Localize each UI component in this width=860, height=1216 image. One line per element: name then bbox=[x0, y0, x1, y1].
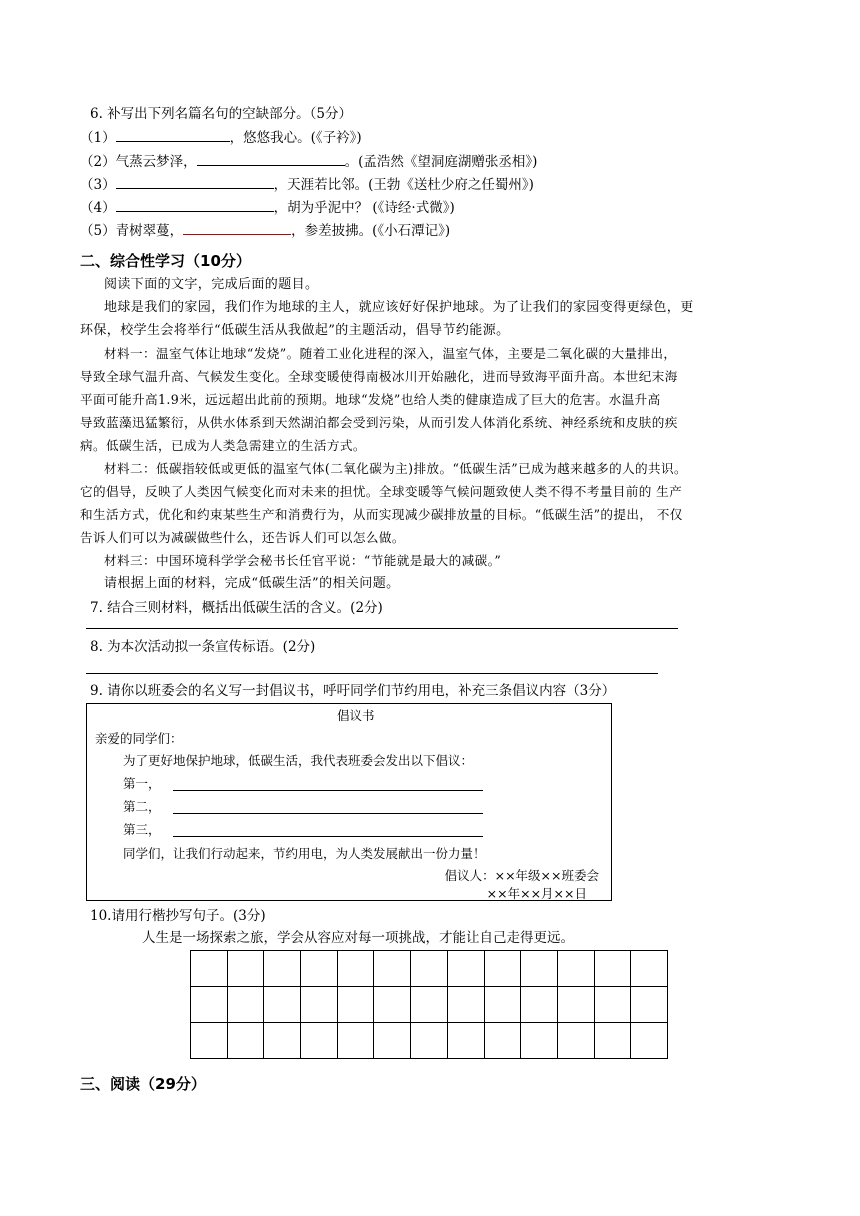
material-1-line: 病。低碳生活，已成为人类急需建立的生活方式。 bbox=[80, 438, 366, 453]
grid-cell[interactable] bbox=[337, 1023, 374, 1059]
grid-cell[interactable] bbox=[264, 987, 301, 1023]
grid-cell[interactable] bbox=[337, 951, 374, 987]
letter-greeting: 亲爱的同学们： bbox=[95, 731, 183, 746]
grid-cell[interactable] bbox=[301, 951, 338, 987]
section2-intro: 阅读下面的文字，完成后面的题目。 bbox=[104, 277, 319, 292]
grid-cell[interactable] bbox=[227, 951, 264, 987]
material-2-line: 和生活方式，优化和约束某些生产和消费行为，从而实现减少碳排放量的目标。“低碳生活”的提出， 不仅 bbox=[80, 507, 683, 522]
grid-cell[interactable] bbox=[374, 951, 411, 987]
grid-cell[interactable] bbox=[521, 951, 558, 987]
material-2-line: 材料二：低碳指较低或更低的温室气体(二氧化碳为主)排放。“低碳生活”已成为越来越多的人的共识。 bbox=[104, 461, 688, 476]
section2-heading: 二、综合性学习（10分） bbox=[80, 252, 251, 270]
material-1-line: 平面可能升高1.9米，远远超出此前的预期。地球“发烧”也给人类的健康造成了巨大的危害。水温升高 bbox=[80, 392, 661, 407]
material-2-line: 它的倡导，反映了人类因气候变化而对未来的担忧。全球变暖等气候问题致使人类不得不考量目前的 生产 bbox=[80, 484, 683, 499]
grid-cell[interactable] bbox=[557, 951, 594, 987]
q6-item-1: （1） ，悠悠我心。(《子衿》) bbox=[80, 127, 362, 148]
grid-cell[interactable] bbox=[301, 1023, 338, 1059]
paragraph-line: 地球是我们的家园，我们作为地球的主人，就应该好好保护地球。为了让我们的家园变得更绿色，更 bbox=[104, 300, 694, 315]
answer-blank[interactable] bbox=[116, 174, 274, 189]
q6-item-2: （2）气蒸云梦泽， 。(孟浩然《望洞庭湖赠张丞相》) bbox=[80, 151, 537, 172]
q7-answer-line[interactable] bbox=[86, 628, 678, 629]
letter-item-1-line[interactable] bbox=[173, 790, 483, 791]
grid-cell[interactable] bbox=[447, 951, 484, 987]
grid-cell[interactable] bbox=[631, 987, 668, 1023]
grid-cell[interactable] bbox=[264, 1023, 301, 1059]
grid-cell[interactable] bbox=[594, 951, 631, 987]
grid-cell[interactable] bbox=[631, 1023, 668, 1059]
grid-cell[interactable] bbox=[411, 987, 448, 1023]
grid-cell[interactable] bbox=[411, 951, 448, 987]
section3-heading: 三、阅读（29分） bbox=[80, 1075, 206, 1093]
q8-prompt: 8. 为本次活动拟一条宣传标语。(2分) bbox=[90, 639, 316, 655]
grid-cell[interactable] bbox=[301, 987, 338, 1023]
q8-answer-line[interactable] bbox=[86, 673, 658, 674]
letter-closing: 同学们，让我们行动起来，节约用电，为人类发展献出一份力量！ bbox=[123, 846, 486, 861]
grid-cell[interactable] bbox=[594, 987, 631, 1023]
answer-blank[interactable] bbox=[197, 151, 345, 166]
grid-row bbox=[191, 951, 668, 987]
q6-title: 6. 补写出下列名篇名句的空缺部分。（5分） bbox=[90, 106, 353, 122]
grid-cell[interactable] bbox=[191, 987, 228, 1023]
material-3: 材料三：中国环境科学学会秘书长任官平说：“节能就是最大的减碳。” bbox=[104, 553, 502, 568]
grid-cell[interactable] bbox=[227, 987, 264, 1023]
grid-cell[interactable] bbox=[484, 951, 521, 987]
grid-cell[interactable] bbox=[631, 951, 668, 987]
letter-item-3-line[interactable] bbox=[173, 836, 483, 837]
grid-cell[interactable] bbox=[374, 1023, 411, 1059]
q10-prompt: 10.请用行楷抄写句子。(3分) bbox=[90, 908, 266, 924]
grid-cell[interactable] bbox=[447, 987, 484, 1023]
grid-cell[interactable] bbox=[594, 1023, 631, 1059]
letter-date: ××年××月××日 bbox=[486, 886, 587, 901]
letter-item-3: 第三， bbox=[123, 822, 161, 837]
q10-sentence: 人生是一场探索之旅，学会从容应对每一项挑战，才能让自己走得更远。 bbox=[142, 930, 574, 946]
q7-prompt: 7. 结合三则材料，概括出低碳生活的含义。(2分) bbox=[90, 600, 383, 616]
grid-cell[interactable] bbox=[447, 1023, 484, 1059]
letter-item-2: 第二， bbox=[123, 799, 161, 814]
q6-item-5: （5）青树翠蔓， ，参差披拂。(《小石潭记》) bbox=[80, 220, 450, 241]
letter-item-1: 第一， bbox=[123, 776, 161, 791]
grid-cell[interactable] bbox=[337, 987, 374, 1023]
letter-signer: 倡议人：××年级××班委会 bbox=[444, 868, 599, 883]
grid-cell[interactable] bbox=[521, 1023, 558, 1059]
paragraph-line: 环保，校学生会将举行“低碳生活从我做起”的主题活动，倡导节约能源。 bbox=[80, 323, 510, 338]
grid-cell[interactable] bbox=[557, 1023, 594, 1059]
q6-item-4: （4） ，胡为乎泥中？ (《诗经·式微》) bbox=[80, 197, 455, 218]
grid-cell[interactable] bbox=[484, 1023, 521, 1059]
material-1-line: 材料一：温室气体让地球“发烧”。随着工业化进程的深入，温室气体，主要是二氧化碳的大量排出， bbox=[104, 346, 677, 361]
grid-cell[interactable] bbox=[191, 1023, 228, 1059]
answer-blank[interactable] bbox=[183, 220, 291, 235]
grid-cell[interactable] bbox=[264, 951, 301, 987]
grid-cell[interactable] bbox=[227, 1023, 264, 1059]
material-2-line: 告诉人们可以为减碳做些什么，还告诉人们可以怎么做。 bbox=[80, 530, 405, 545]
calligraphy-grid bbox=[190, 950, 668, 1059]
instruction: 请根据上面的材料，完成“低碳生活”的相关问题。 bbox=[104, 576, 400, 591]
q6-item-3: （3） ，天涯若比邻。(王勃《送杜少府之任蜀州》) bbox=[80, 174, 534, 195]
grid-cell[interactable] bbox=[191, 951, 228, 987]
grid-cell[interactable] bbox=[557, 987, 594, 1023]
q9-prompt: 9. 请你以班委会的名义写一封倡议书，呼吁同学们节约用电，补充三条倡议内容（3分） bbox=[90, 683, 616, 699]
letter-title: 倡议书 bbox=[337, 708, 375, 723]
grid-row bbox=[191, 1023, 668, 1059]
letter-item-2-line[interactable] bbox=[173, 813, 483, 814]
proposal-letter-box bbox=[86, 703, 612, 901]
grid-row bbox=[191, 987, 668, 1023]
grid-cell[interactable] bbox=[411, 1023, 448, 1059]
grid-cell[interactable] bbox=[484, 987, 521, 1023]
letter-body: 为了更好地保护地球，低碳生活，我代表班委会发出以下倡议： bbox=[123, 753, 474, 768]
answer-blank[interactable] bbox=[116, 127, 230, 142]
answer-blank[interactable] bbox=[116, 197, 274, 212]
grid-cell[interactable] bbox=[521, 987, 558, 1023]
material-1-line: 导致蓝藻迅猛繁衍，从供水体系到天然湖泊都会受到污染，从而引发人体消化系统、神经系统和皮肤的疾 bbox=[80, 415, 678, 430]
material-1-line: 导致全球气温升高、气候发生变化。全球变暖使得南极冰川开始融化，进而导致海平面升高。本世纪末海 bbox=[80, 369, 678, 384]
grid-cell[interactable] bbox=[374, 987, 411, 1023]
